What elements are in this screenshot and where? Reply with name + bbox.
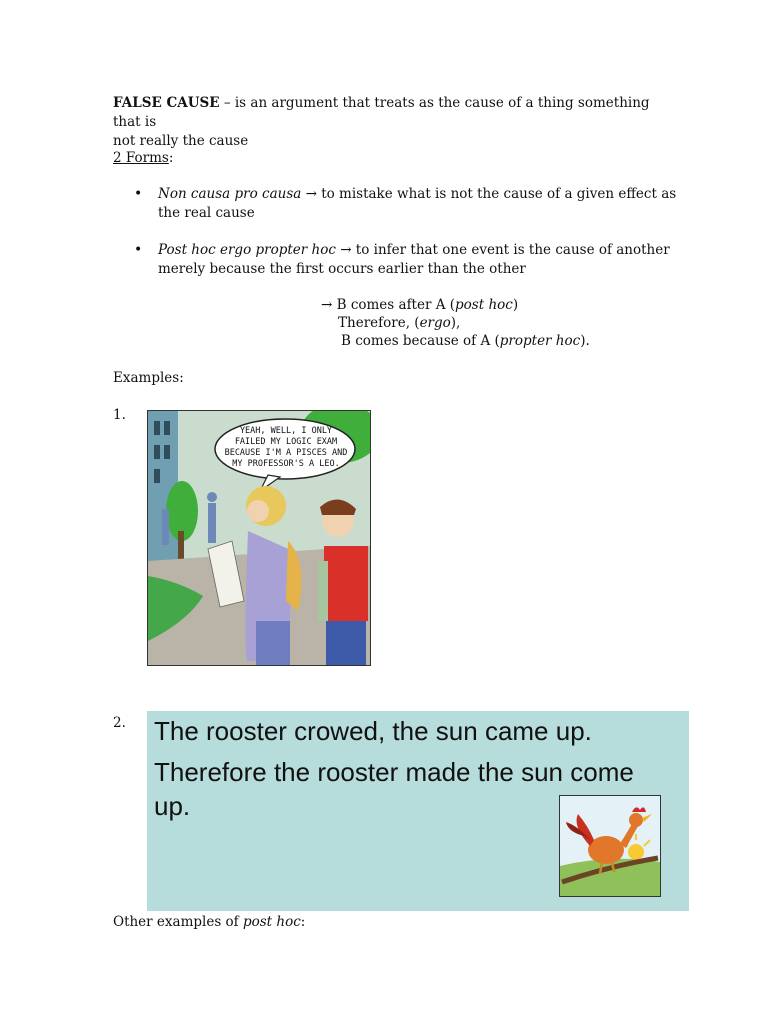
schema-term: post hoc — [455, 297, 513, 313]
form-item-non-causa — [158, 185, 678, 223]
definition-term: FALSE CAUSE — [113, 95, 220, 111]
rooster-icon — [559, 795, 661, 897]
form-text-1: to infer that one event is the cause of another — [351, 242, 670, 258]
definition-text-2: not really the cause — [113, 133, 249, 149]
footer-text: Other examples of — [113, 914, 243, 930]
example-number-1: 1. — [113, 407, 126, 423]
other-examples-heading — [113, 913, 305, 932]
example-number-2: 2. — [113, 715, 126, 731]
rooster-slide — [147, 711, 689, 911]
comic-illustration — [147, 410, 371, 666]
form-term: Post hoc ergo propter hoc — [158, 242, 336, 258]
bullet-icon: • — [134, 186, 143, 202]
comic-speech — [218, 426, 354, 470]
slide-line-1: The rooster crowed, the sun came up. — [154, 716, 592, 746]
forms-heading — [113, 149, 173, 168]
comic-speech-line: YEAH, WELL, I ONLY — [239, 426, 333, 436]
schema-text: ) — [512, 297, 519, 313]
definition — [113, 94, 673, 151]
definition-text-1: – is an argument that treats as the cause of a thing something that is — [113, 95, 650, 130]
slide-line-2: Therefore the rooster made the sun come up. — [154, 757, 634, 821]
form-text-2: the real cause — [158, 205, 255, 221]
bullet-icon: • — [134, 242, 143, 258]
schema-line-1 — [321, 296, 518, 315]
schema-term: ergo — [419, 315, 451, 331]
schema-text: Therefore, ( — [338, 315, 420, 331]
schema-text: ). — [580, 333, 590, 349]
examples-heading: Examples: — [113, 370, 184, 386]
schema-text: B comes after A ( — [332, 297, 456, 313]
form-text-1: to mistake what is not the cause of a given effect as — [316, 186, 677, 202]
arrow-icon: → — [340, 242, 352, 258]
footer-colon: : — [300, 914, 306, 930]
form-item-post-hoc — [158, 241, 678, 279]
arrow-icon: → — [305, 186, 317, 202]
footer-term: post hoc — [242, 914, 301, 930]
schema-text: ), — [450, 315, 461, 331]
schema-line-2 — [338, 314, 460, 333]
comic-speech-line: BECAUSE I'M A PISCES AND — [224, 448, 348, 458]
comic-speech-line: FAILED MY LOGIC EXAM — [234, 437, 338, 447]
forms-heading-text: 2 Forms — [113, 150, 169, 166]
schema-line-3 — [341, 332, 590, 351]
arrow-icon: → — [321, 297, 333, 313]
forms-heading-colon: : — [168, 150, 174, 166]
form-text-2: merely because the first occurs earlier than the other — [158, 261, 526, 277]
comic-speech-line: MY PROFESSOR'S A LEO. — [232, 459, 340, 469]
schema-term: propter hoc — [499, 333, 581, 349]
form-term: Non causa pro causa — [158, 186, 302, 202]
schema-text: B comes because of A ( — [341, 333, 500, 349]
